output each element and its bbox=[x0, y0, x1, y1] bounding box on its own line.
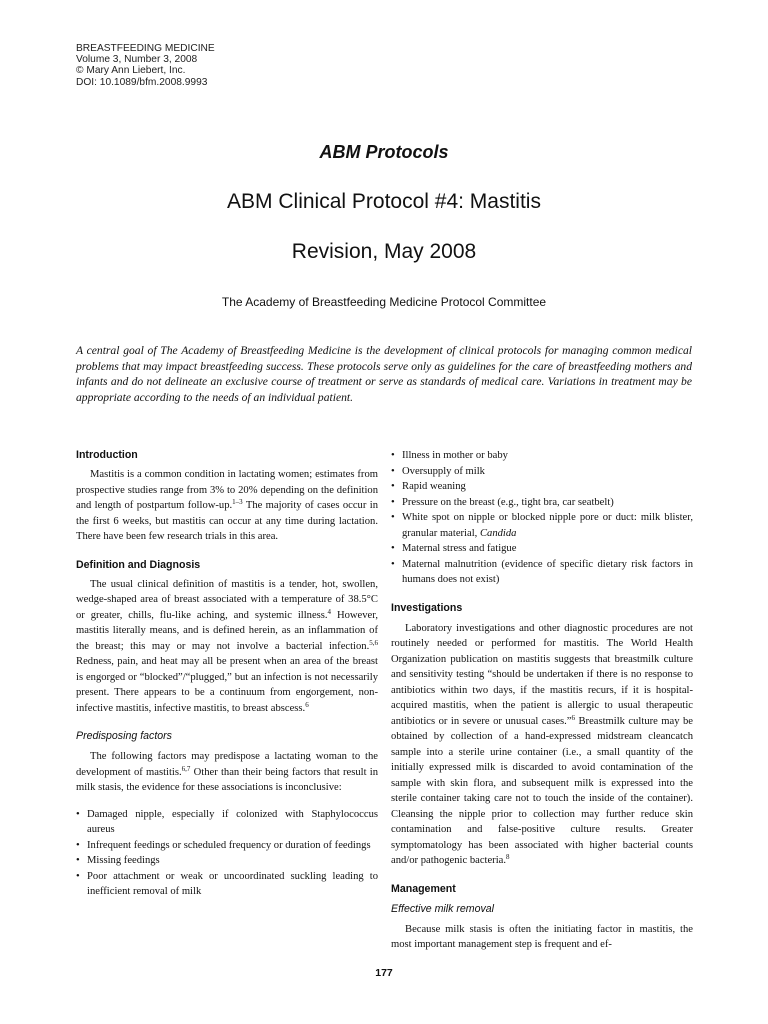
list-item: • Oversupply of milk bbox=[391, 465, 485, 477]
list-item: • Illness in mother or baby bbox=[391, 450, 508, 461]
investigations-text-2: Breastmilk culture may be obtained by collection of a hand-expressed midstream cleancatch sample into a sterile urine container (i.e., a small quantity of the initially expressed milk is discarded to avoid contamination of the sample with skin flora, and subsequent milk is expressed into the sterile container taking care not to touch the inside of the container). Cleansing the nipple prior to collection may further reduce skin contamination and false-positive culture results. Greater symptomatology has been associated with higher bacterial counts and/or pathogenic bacteria. bbox=[391, 715, 694, 866]
management-heading: Management bbox=[391, 882, 456, 895]
page-number: 177 bbox=[375, 967, 393, 979]
journal-volume: Volume 3, Number 3, 2008 bbox=[76, 54, 198, 66]
intro-text-1: Mastitis is a common condition in lactating women; estimates from prospective studies range from 3% to 20% depending on the definition and length of postpartum follow-up. bbox=[76, 469, 378, 511]
predisposing-text-1: The following factors may predispose a lactating woman to the development of mastitis. bbox=[76, 751, 378, 778]
list-item: • White spot on nipple or blocked nipple pore or duct: milk blister, granular material, Candida bbox=[391, 512, 693, 539]
list-item-text: Illness in mother or baby bbox=[402, 450, 508, 461]
definition-heading: Definition and Diagnosis bbox=[76, 558, 201, 571]
investigations-text-1: Laboratory investigations and other diagnostic procedures are not routinely needed or performed for mastitis. The World Health Organization publication on mastitis suggests that breastmilk culture and sensitivity testing “should be undertaken if there is no response to antibiotics within two days, if the mastitis recurs, if it is hospital-acquired mastitis, when the patient is allergic to usual therapeutic antibiotics or in severe or unusual cases.” bbox=[391, 622, 693, 727]
list-item-text: Poor attachment or weak or uncoordinated suckling leading to inefficient removal of milk bbox=[87, 870, 378, 897]
citation: 8 bbox=[506, 853, 510, 861]
list-item: • Maternal malnutrition (evidence of specific dietary risk factors in humans does not exist) bbox=[391, 558, 693, 585]
list-item-text: Oversupply of milk bbox=[402, 465, 485, 477]
introduction-heading: Introduction bbox=[76, 449, 138, 461]
citation: 1–3 bbox=[232, 498, 243, 506]
abstract-text: A central goal of The Academy of Breastfeeding Medicine is the development of clinical protocols for managing common medical problems that may impact breastfeeding success. These protocols serve only as guidelines for the care of breastfeeding mothers and infants and do not delineate an exclusive course of treatment or serve as standards of medical care. Variations in treatment may be appropriate according to the needs of an individual patient. bbox=[76, 344, 692, 404]
journal-copyright: © Mary Ann Liebert, Inc. bbox=[76, 65, 186, 77]
list-item-text: White spot on nipple or blocked nipple pore or duct: milk blister, granular material, bbox=[402, 512, 693, 539]
list-item-text: Pressure on the breast (e.g., tight bra, car seatbelt) bbox=[402, 496, 614, 508]
list-item-text: Maternal malnutrition (evidence of specific dietary risk factors in humans does not exist) bbox=[402, 558, 693, 585]
list-item-text: Infrequent feedings or scheduled frequency or duration of feedings bbox=[87, 839, 371, 851]
definition-paragraph bbox=[76, 577, 378, 717]
definition-text-3: Redness, pain, and heat may all be present when an area of the breast is engorged or “blocked”/“plugged,” but an infection is not necessarily present. There appears to be a continuum from engorgement, non-infective mastitis, infective mastitis, to breast abscess. bbox=[76, 656, 378, 714]
right-column bbox=[391, 448, 693, 953]
list-item: • Damaged nipple, especially if colonized with Staphylococcus aureus bbox=[76, 808, 378, 835]
list-item-text: Rapid weaning bbox=[402, 481, 466, 492]
introduction-paragraph bbox=[76, 467, 378, 545]
predisposing-text-2: Other than their being factors that result in milk stasis, the evidence for these associations is inconclusive: bbox=[76, 766, 379, 793]
definition-text-1: The usual clinical definition of mastitis is a tender, hot, swollen, wedge-shaped area of breast associated with a temperature of 38.5°C or greater, chills, flu-like aching, and systemic illness. bbox=[76, 578, 378, 621]
intro-text-2: The majority of cases occur in the first 6 weeks, but mastitis can occur at any time during lactation. There have been few research trials in this area. bbox=[76, 500, 378, 542]
predisposing-paragraph bbox=[76, 749, 378, 796]
list-item-text: Damaged nipple, especially if colonized with Staphylococcus aureus bbox=[87, 808, 378, 835]
predisposing-list bbox=[76, 807, 378, 900]
list-item: • Maternal stress and fatigue bbox=[391, 543, 517, 554]
list-item: • Pressure on the breast (e.g., tight bra, car seatbelt) bbox=[391, 496, 614, 508]
list-item-text: Maternal stress and fatigue bbox=[402, 543, 517, 554]
citation: 4 bbox=[327, 607, 332, 616]
article-title: ABM Clinical Protocol #4: Mastitis bbox=[227, 190, 541, 213]
list-item: • Missing feedings bbox=[76, 855, 160, 866]
citation: 5,6 bbox=[369, 638, 378, 647]
predisposing-heading: Predisposing factors bbox=[76, 730, 172, 742]
citation: 6 bbox=[305, 700, 309, 709]
list-item: • Rapid weaning bbox=[391, 481, 466, 492]
journal-doi: DOI: 10.1089/bfm.2008.9993 bbox=[76, 76, 208, 88]
list-item-text: Missing feedings bbox=[87, 855, 160, 866]
predisposing-list-continued bbox=[391, 448, 693, 588]
article-subtitle: Revision, May 2008 bbox=[291, 240, 477, 263]
authors: The Academy of Breastfeeding Medicine Protocol Committee bbox=[221, 295, 547, 309]
citation: 6,7 bbox=[181, 764, 191, 773]
investigations-heading: Investigations bbox=[391, 601, 463, 614]
left-column bbox=[76, 448, 378, 900]
candida-term: Candida bbox=[479, 527, 517, 539]
list-item: • Infrequent feedings or scheduled frequency or duration of feedings bbox=[76, 839, 371, 851]
management-paragraph: Because milk stasis is often the initiating factor in mastitis, the most important management step is frequent and ef- bbox=[391, 923, 693, 950]
series-title: ABM Protocols bbox=[319, 142, 449, 162]
investigations-paragraph bbox=[391, 621, 693, 869]
citation: 6 bbox=[571, 713, 576, 722]
list-item: • Poor attachment or weak or uncoordinated suckling leading to inefficient removal of milk bbox=[76, 870, 378, 897]
journal-name: BREASTFEEDING MEDICINE bbox=[76, 43, 215, 54]
journal-info bbox=[76, 43, 215, 88]
definition-text-2: However, mastitis literally means, and is defined herein, as an inflammation of the breast; this may or may not involve a bacterial infection. bbox=[76, 609, 379, 652]
abstract bbox=[76, 343, 692, 405]
milk-removal-heading: Effective milk removal bbox=[391, 902, 495, 915]
